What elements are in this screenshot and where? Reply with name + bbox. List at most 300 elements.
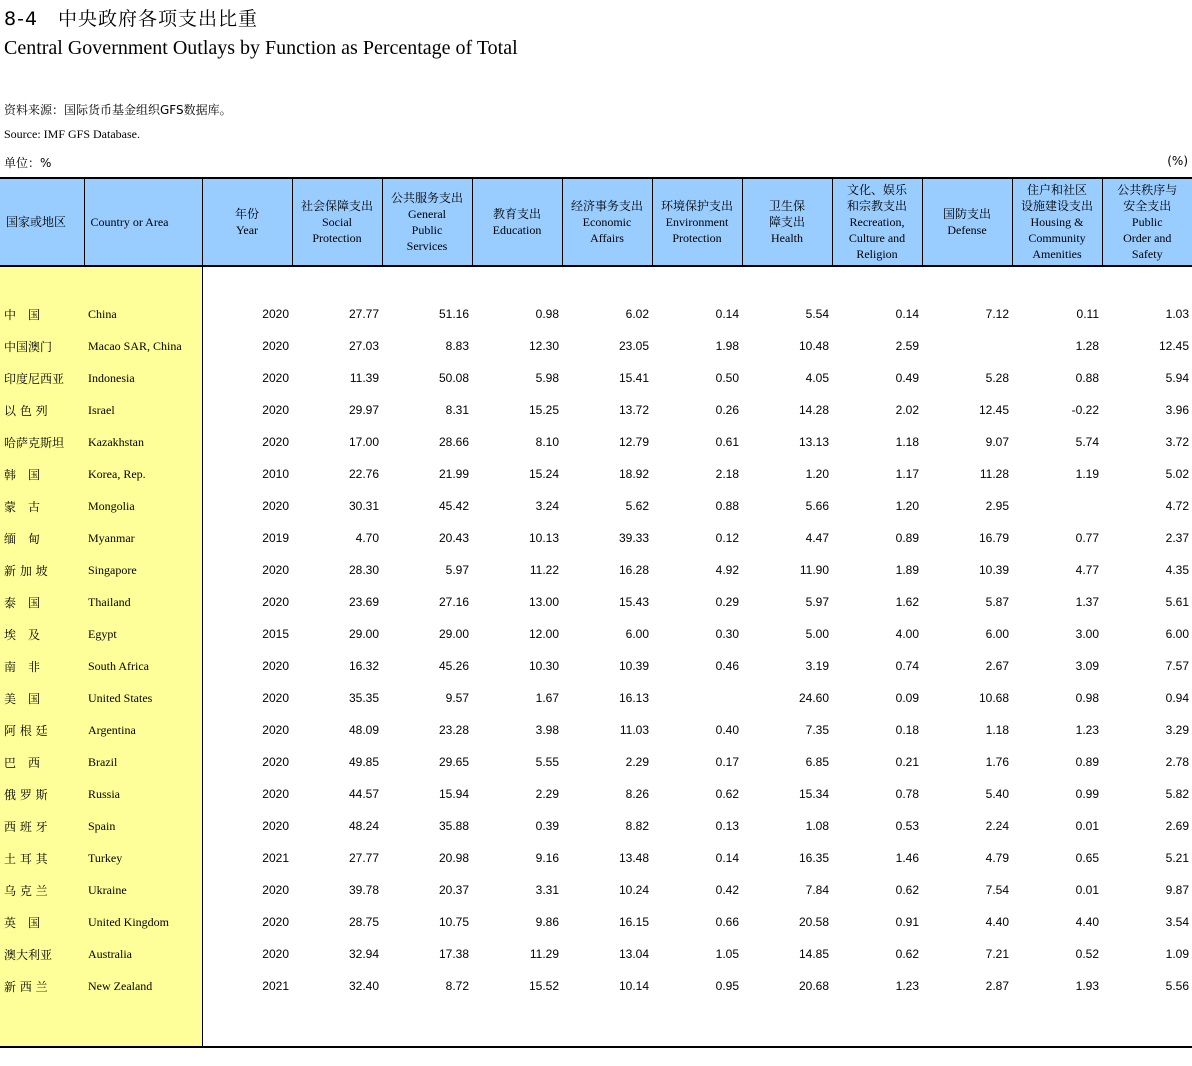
cell-health: 3.19	[805, 659, 829, 673]
table-row	[0, 618, 1192, 650]
table-row	[0, 330, 1192, 362]
cell-education: 11.22	[529, 563, 559, 577]
cell-year: 2020	[262, 339, 289, 353]
cell-education: 10.13	[528, 531, 559, 545]
cell-recreation: 0.49	[895, 371, 919, 385]
country-name-en: United States	[84, 682, 202, 714]
header-environment-protection	[652, 178, 742, 266]
unit-label-chinese: 单位：%	[4, 156, 52, 170]
cell-order: 5.56	[1165, 979, 1189, 993]
cell-general: 8.83	[445, 339, 469, 353]
cell-economic: 39.33	[618, 531, 649, 545]
cell-defense: 10.39	[978, 563, 1009, 577]
cell-housing: 3.09	[1075, 659, 1099, 673]
country-name-cn: 泰 国	[0, 586, 84, 618]
cell-order: 3.96	[1165, 403, 1189, 417]
cell-social: 27.77	[348, 307, 379, 321]
header-education-cn: 教育支出	[492, 207, 541, 221]
country-name-cn: 南 非	[0, 650, 84, 682]
header-country-cn: 国家或地区	[0, 178, 84, 266]
cell-defense: 16.79	[978, 531, 1009, 545]
cell-recreation: 0.14	[895, 307, 919, 321]
cell-order: 1.03	[1165, 307, 1189, 321]
cell-housing: 0.77	[1075, 531, 1099, 545]
cell-health: 6.85	[805, 755, 829, 769]
cell-health: 4.47	[805, 531, 829, 545]
header-environment-en: Environment Protection	[665, 215, 729, 245]
cell-defense: 6.00	[985, 627, 1009, 641]
cell-education: 5.98	[535, 371, 559, 385]
country-name-en: New Zealand	[84, 970, 202, 1002]
country-name-en: Kazakhstan	[84, 426, 202, 458]
table-row	[0, 426, 1192, 458]
cell-general: 5.97	[445, 563, 469, 577]
cell-education: 15.24	[528, 467, 559, 481]
cell-year: 2020	[262, 787, 289, 801]
cell-recreation: 1.62	[895, 595, 919, 609]
country-name-cn: 土 耳 其	[0, 842, 84, 874]
source-note-chinese: 资料来源：国际货币基金组织GFS数据库。	[4, 103, 232, 117]
cell-order: 5.61	[1165, 595, 1189, 609]
cell-health: 15.34	[798, 787, 829, 801]
cell-recreation: 0.74	[895, 659, 919, 673]
cell-social: 48.24	[348, 819, 379, 833]
country-name-en: Myanmar	[84, 522, 202, 554]
cell-general: 10.75	[438, 915, 469, 929]
cell-recreation: 1.46	[895, 851, 919, 865]
cell-housing: 0.99	[1075, 787, 1099, 801]
cell-recreation: 0.89	[895, 531, 919, 545]
cell-social: 11.39	[349, 371, 379, 385]
cell-social: 35.35	[348, 691, 379, 705]
cell-recreation: 0.53	[895, 819, 919, 833]
cell-environment: 0.46	[715, 659, 739, 673]
cell-education: 12.00	[528, 627, 559, 641]
cell-defense: 2.24	[985, 819, 1009, 833]
header-public-order-safety	[1102, 178, 1192, 266]
header-recreation-culture-religion	[832, 178, 922, 266]
cell-year: 2020	[262, 371, 289, 385]
cell-recreation: 1.17	[895, 467, 919, 481]
country-name-en: China	[84, 298, 202, 330]
cell-general: 28.66	[438, 435, 469, 449]
country-name-cn: 阿 根 廷	[0, 714, 84, 746]
table-row	[0, 298, 1192, 330]
cell-order: 0.94	[1165, 691, 1189, 705]
cell-general: 27.16	[438, 595, 469, 609]
cell-order: 2.78	[1165, 755, 1189, 769]
header-order-en: Public Order and Safety	[1123, 215, 1172, 261]
cell-defense: 11.28	[979, 467, 1009, 481]
cell-economic: 13.04	[618, 947, 649, 961]
source-note-english: Source: IMF GFS Database.	[4, 127, 140, 141]
cell-health: 1.08	[805, 819, 829, 833]
cell-recreation: 4.00	[895, 627, 919, 641]
country-name-en: Mongolia	[84, 490, 202, 522]
cell-environment: 0.29	[715, 595, 739, 609]
cell-environment: 0.17	[715, 755, 739, 769]
cell-environment: 0.88	[715, 499, 739, 513]
cell-economic: 18.92	[618, 467, 649, 481]
spacer-cell-data	[202, 266, 1192, 298]
outlays-table	[0, 177, 1192, 1048]
cell-recreation: 2.02	[895, 403, 919, 417]
cell-housing: 5.74	[1075, 435, 1099, 449]
cell-economic: 10.14	[618, 979, 649, 993]
cell-housing: -0.22	[1071, 403, 1099, 417]
cell-general: 8.31	[445, 403, 469, 417]
cell-housing: 0.88	[1075, 371, 1099, 385]
cell-year: 2020	[262, 499, 289, 513]
cell-health: 5.97	[805, 595, 829, 609]
header-economic-en: Economic Affairs	[582, 215, 632, 245]
country-name-cn: 韩 国	[0, 458, 84, 490]
header-general-public-services	[382, 178, 472, 266]
cell-order: 2.37	[1165, 531, 1189, 545]
country-name-cn: 美 国	[0, 682, 84, 714]
cell-social: 16.32	[348, 659, 379, 673]
cell-recreation: 1.23	[895, 979, 919, 993]
country-name-cn: 埃 及	[0, 618, 84, 650]
table-body	[0, 266, 1192, 1047]
cell-general: 8.72	[445, 979, 469, 993]
cell-education: 3.31	[535, 883, 559, 897]
cell-education: 3.98	[535, 723, 559, 737]
cell-housing: 1.37	[1075, 595, 1099, 609]
table-row	[0, 522, 1192, 554]
cell-defense: 5.40	[985, 787, 1009, 801]
cell-defense: 10.68	[978, 691, 1009, 705]
cell-year: 2020	[262, 595, 289, 609]
cell-environment: 0.66	[715, 915, 739, 929]
country-name-cn: 以 色 列	[0, 394, 84, 426]
cell-economic: 15.43	[618, 595, 649, 609]
cell-economic: 6.00	[625, 627, 649, 641]
cell-year: 2020	[262, 915, 289, 929]
cell-housing: 1.19	[1075, 467, 1099, 481]
cell-recreation: 1.20	[895, 499, 919, 513]
country-name-en: Russia	[84, 778, 202, 810]
cell-social: 32.40	[348, 979, 379, 993]
cell-general: 45.42	[438, 499, 469, 513]
cell-health: 24.60	[798, 691, 829, 705]
table-row	[0, 778, 1192, 810]
cell-general: 23.28	[438, 723, 469, 737]
cell-education: 3.24	[535, 499, 559, 513]
cell-defense: 1.76	[985, 755, 1009, 769]
cell-defense: 5.28	[985, 371, 1009, 385]
cell-education: 1.67	[535, 691, 559, 705]
table-row	[0, 554, 1192, 586]
cell-education: 15.52	[528, 979, 559, 993]
table-row	[0, 842, 1192, 874]
cell-environment: 0.14	[715, 851, 739, 865]
cell-defense: 9.07	[985, 435, 1009, 449]
country-name-cn: 巴 西	[0, 746, 84, 778]
header-social-protection	[292, 178, 382, 266]
spacer-row-top	[0, 266, 1192, 298]
cell-education: 11.29	[529, 947, 559, 961]
cell-general: 15.94	[438, 787, 469, 801]
cell-order: 3.29	[1165, 723, 1189, 737]
cell-social: 29.97	[348, 403, 379, 417]
cell-environment: 0.62	[715, 787, 739, 801]
cell-health: 5.54	[805, 307, 829, 321]
cell-health: 10.48	[798, 339, 829, 353]
cell-order: 6.00	[1165, 627, 1189, 641]
country-name-en: Egypt	[84, 618, 202, 650]
cell-year: 2020	[262, 435, 289, 449]
cell-defense: 12.45	[978, 403, 1009, 417]
cell-health: 13.13	[798, 435, 829, 449]
country-name-en: Thailand	[84, 586, 202, 618]
table-row	[0, 586, 1192, 618]
cell-recreation: 0.78	[895, 787, 919, 801]
table-row	[0, 810, 1192, 842]
cell-defense: 4.79	[985, 851, 1009, 865]
cell-economic: 11.03	[619, 723, 649, 737]
cell-social: 4.70	[355, 531, 379, 545]
table-row	[0, 938, 1192, 970]
cell-environment: 0.14	[715, 307, 739, 321]
cell-health: 4.05	[805, 371, 829, 385]
cell-economic: 15.41	[618, 371, 649, 385]
table-row	[0, 746, 1192, 778]
country-name-en: Brazil	[84, 746, 202, 778]
header-environment-cn: 环境保护支出	[660, 199, 733, 213]
cell-health: 7.35	[805, 723, 829, 737]
cell-year: 2020	[262, 403, 289, 417]
cell-year: 2020	[262, 883, 289, 897]
table-row	[0, 394, 1192, 426]
cell-year: 2020	[262, 691, 289, 705]
cell-education: 13.00	[528, 595, 559, 609]
cell-social: 44.57	[348, 787, 379, 801]
country-name-cn: 俄 罗 斯	[0, 778, 84, 810]
country-name-en: Korea, Rep.	[84, 458, 202, 490]
cell-housing: 1.28	[1075, 339, 1099, 353]
country-name-cn: 哈萨克斯坦	[0, 426, 84, 458]
cell-health: 20.58	[798, 915, 829, 929]
cell-economic: 5.62	[625, 499, 649, 513]
country-name-en: Ukraine	[84, 874, 202, 906]
cell-education: 0.98	[535, 307, 559, 321]
header-general-en: General Public Services	[406, 207, 448, 253]
cell-defense: 5.87	[985, 595, 1009, 609]
table-row	[0, 650, 1192, 682]
cell-education: 5.55	[535, 755, 559, 769]
cell-general: 50.08	[438, 371, 469, 385]
cell-health: 14.28	[798, 403, 829, 417]
cell-year: 2020	[262, 755, 289, 769]
cell-social: 28.30	[348, 563, 379, 577]
cell-social: 49.85	[348, 755, 379, 769]
header-recreation-en: Recreation, Culture and Religion	[848, 215, 906, 261]
cell-housing: 0.98	[1075, 691, 1099, 705]
country-name-en: Singapore	[84, 554, 202, 586]
cell-housing: 0.01	[1075, 883, 1099, 897]
cell-environment: 4.92	[715, 563, 739, 577]
header-social-cn: 社会保障支出	[300, 199, 373, 213]
cell-social: 17.00	[348, 435, 379, 449]
cell-education: 2.29	[535, 787, 559, 801]
header-housing-community	[1012, 178, 1102, 266]
spacer-cell-data	[202, 1002, 1192, 1047]
cell-economic: 13.48	[618, 851, 649, 865]
cell-housing	[1012, 490, 1102, 522]
header-year	[202, 178, 292, 266]
cell-environment: 0.95	[715, 979, 739, 993]
cell-recreation: 0.62	[895, 947, 919, 961]
cell-economic: 13.72	[618, 403, 649, 417]
cell-housing: 0.52	[1075, 947, 1099, 961]
cell-social: 29.00	[348, 627, 379, 641]
cell-social: 27.77	[348, 851, 379, 865]
header-row	[0, 178, 1192, 266]
cell-health: 14.85	[798, 947, 829, 961]
header-housing-cn: 住户和社区 设施建设支出	[1020, 183, 1093, 213]
cell-environment: 1.98	[715, 339, 739, 353]
cell-education: 8.10	[535, 435, 559, 449]
cell-order: 3.54	[1165, 915, 1189, 929]
cell-general: 35.88	[438, 819, 469, 833]
cell-economic: 2.29	[625, 755, 649, 769]
cell-housing: 1.93	[1075, 979, 1099, 993]
cell-year: 2010	[262, 467, 289, 481]
cell-health: 11.90	[799, 563, 829, 577]
cell-housing: 4.40	[1075, 915, 1099, 929]
table-row	[0, 490, 1192, 522]
country-name-cn: 缅 甸	[0, 522, 84, 554]
cell-economic: 6.02	[625, 307, 649, 321]
cell-defense: 7.21	[985, 947, 1009, 961]
cell-order: 7.57	[1165, 659, 1189, 673]
country-name-cn: 澳大利亚	[0, 938, 84, 970]
cell-economic: 10.24	[618, 883, 649, 897]
header-defense-cn: 国防支出	[942, 207, 991, 221]
country-name-en: Indonesia	[84, 362, 202, 394]
country-name-en: United Kingdom	[84, 906, 202, 938]
cell-general: 20.43	[438, 531, 469, 545]
cell-social: 48.09	[348, 723, 379, 737]
cell-order: 1.09	[1165, 947, 1189, 961]
cell-housing: 1.23	[1075, 723, 1099, 737]
cell-order: 5.82	[1165, 787, 1189, 801]
country-name-en: Turkey	[84, 842, 202, 874]
header-defense-en: Defense	[947, 223, 987, 237]
cell-year: 2020	[262, 819, 289, 833]
cell-environment: 0.42	[715, 883, 739, 897]
cell-environment: 0.30	[715, 627, 739, 641]
cell-year: 2019	[262, 531, 289, 545]
cell-housing: 4.77	[1075, 563, 1099, 577]
cell-health: 5.66	[805, 499, 829, 513]
cell-social: 32.94	[348, 947, 379, 961]
cell-economic: 10.39	[618, 659, 649, 673]
cell-health: 7.84	[805, 883, 829, 897]
header-housing-en: Housing & Community Amenities	[1028, 215, 1086, 261]
unit-label-english: (%)	[1167, 154, 1188, 168]
table-title-english: Central Government Outlays by Function as Percentage of Total	[4, 37, 518, 59]
header-year-cn: 年份	[234, 207, 259, 221]
country-name-cn: 新 加 坡	[0, 554, 84, 586]
header-defense	[922, 178, 1012, 266]
cell-health: 16.35	[798, 851, 829, 865]
header-social-en: Social Protection	[312, 215, 362, 245]
cell-environment: 0.40	[715, 723, 739, 737]
cell-economic: 23.05	[618, 339, 649, 353]
header-recreation-cn: 文化、娱乐 和宗教支出	[846, 183, 907, 213]
cell-general: 17.38	[438, 947, 469, 961]
header-health	[742, 178, 832, 266]
cell-general: 29.00	[438, 627, 469, 641]
cell-order: 2.69	[1165, 819, 1189, 833]
cell-economic: 16.15	[618, 915, 649, 929]
cell-general: 21.99	[438, 467, 469, 481]
country-name-en: Argentina	[84, 714, 202, 746]
cell-social: 30.31	[348, 499, 379, 513]
country-name-cn: 蒙 古	[0, 490, 84, 522]
header-health-cn: 卫生保 障支出	[768, 199, 805, 229]
country-name-cn: 乌 克 兰	[0, 874, 84, 906]
cell-housing: 0.11	[1076, 307, 1099, 321]
country-name-cn: 中 国	[0, 298, 84, 330]
cell-economic: 16.13	[618, 691, 649, 705]
data-table-container	[0, 177, 1192, 1048]
header-economic-affairs	[562, 178, 652, 266]
cell-social: 28.75	[348, 915, 379, 929]
cell-general: 29.65	[438, 755, 469, 769]
cell-general: 51.16	[438, 307, 469, 321]
cell-economic: 8.82	[625, 819, 649, 833]
cell-housing: 3.00	[1075, 627, 1099, 641]
cell-health: 1.20	[805, 467, 829, 481]
cell-education: 10.30	[528, 659, 559, 673]
table-row	[0, 906, 1192, 938]
country-name-cn: 印度尼西亚	[0, 362, 84, 394]
header-country-en: Country or Area	[84, 178, 202, 266]
cell-environment: 2.18	[715, 467, 739, 481]
table-row	[0, 714, 1192, 746]
header-year-en: Year	[235, 223, 259, 237]
cell-defense: 7.12	[985, 307, 1009, 321]
spacer-cell-en	[84, 266, 202, 298]
cell-environment: 0.12	[715, 531, 739, 545]
table-row	[0, 682, 1192, 714]
country-name-cn: 英 国	[0, 906, 84, 938]
country-name-en: Macao SAR, China	[84, 330, 202, 362]
country-name-en: Spain	[84, 810, 202, 842]
header-order-cn: 公共秩序与 安全支出	[1117, 183, 1178, 213]
country-name-cn: 中国澳门	[0, 330, 84, 362]
cell-defense: 2.67	[985, 659, 1009, 673]
cell-defense: 7.54	[985, 883, 1009, 897]
country-name-en: Israel	[84, 394, 202, 426]
spacer-cell-en	[84, 1002, 202, 1047]
country-name-en: South Africa	[84, 650, 202, 682]
cell-defense: 4.40	[985, 915, 1009, 929]
cell-social: 22.76	[348, 467, 379, 481]
header-education	[472, 178, 562, 266]
cell-economic: 12.79	[618, 435, 649, 449]
cell-environment: 0.13	[715, 819, 739, 833]
cell-defense: 2.87	[985, 979, 1009, 993]
cell-defense	[922, 330, 1012, 362]
cell-education: 15.25	[528, 403, 559, 417]
cell-environment	[652, 682, 742, 714]
cell-education: 9.86	[535, 915, 559, 929]
cell-economic: 8.26	[625, 787, 649, 801]
